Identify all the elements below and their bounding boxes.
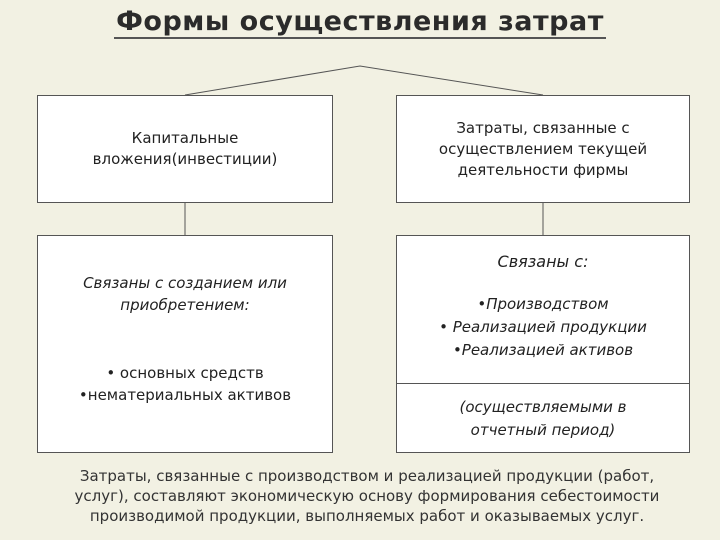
footer-line3: производимой продукции, выполняемых работ и оказываемых услуг. [89, 507, 645, 525]
current-costs-box [396, 95, 690, 203]
list-item-intangible-assets: •нематериальных активов [78, 386, 292, 404]
current-details-box [396, 235, 690, 453]
current-details-note-line2: отчетный период) [470, 421, 616, 439]
list-item-product-sales: • Реализацией продукции [439, 318, 647, 336]
current-costs-line2: осуществлением текущей [438, 139, 648, 158]
capital-investments-box [37, 95, 333, 203]
current-details-upper-section [397, 236, 689, 384]
capital-details-intro [83, 272, 287, 316]
capital-details-list [79, 362, 291, 406]
list-item-fixed-assets: • основных средств [106, 364, 264, 382]
capital-investments-line1: Капитальные [131, 129, 239, 147]
top-bracket-connector [185, 66, 543, 95]
current-details-header: Связаны с: [497, 252, 589, 271]
footer-text [22, 466, 712, 526]
footer-line1: Затраты, связанные с производством и реализацией продукции (работ, [79, 467, 655, 485]
capital-investments-line2: вложения(инвестиции) [92, 150, 278, 168]
current-details-note-line1: (осуществляемыми в [459, 398, 627, 416]
footer-line2: услуг), составляют экономическую основу формирования себестоимости [74, 487, 660, 505]
current-costs-line3: деятельности фирмы [457, 160, 629, 179]
current-details-note [459, 396, 626, 442]
capital-investments-label [93, 128, 278, 170]
current-costs-label [439, 118, 647, 181]
diagram-title-text: Формы осуществления затрат [116, 6, 604, 37]
capital-details-intro-line1: Связаны с созданием или [83, 274, 287, 292]
current-details-list [397, 293, 689, 362]
capital-details-intro-line2: приобретением: [120, 296, 250, 314]
capital-details-box [37, 235, 333, 453]
current-costs-line1: Затраты, связанные с [456, 118, 630, 137]
list-item-asset-sales: •Реализацией активов [452, 341, 634, 359]
list-item-production: •Производством [477, 295, 609, 313]
